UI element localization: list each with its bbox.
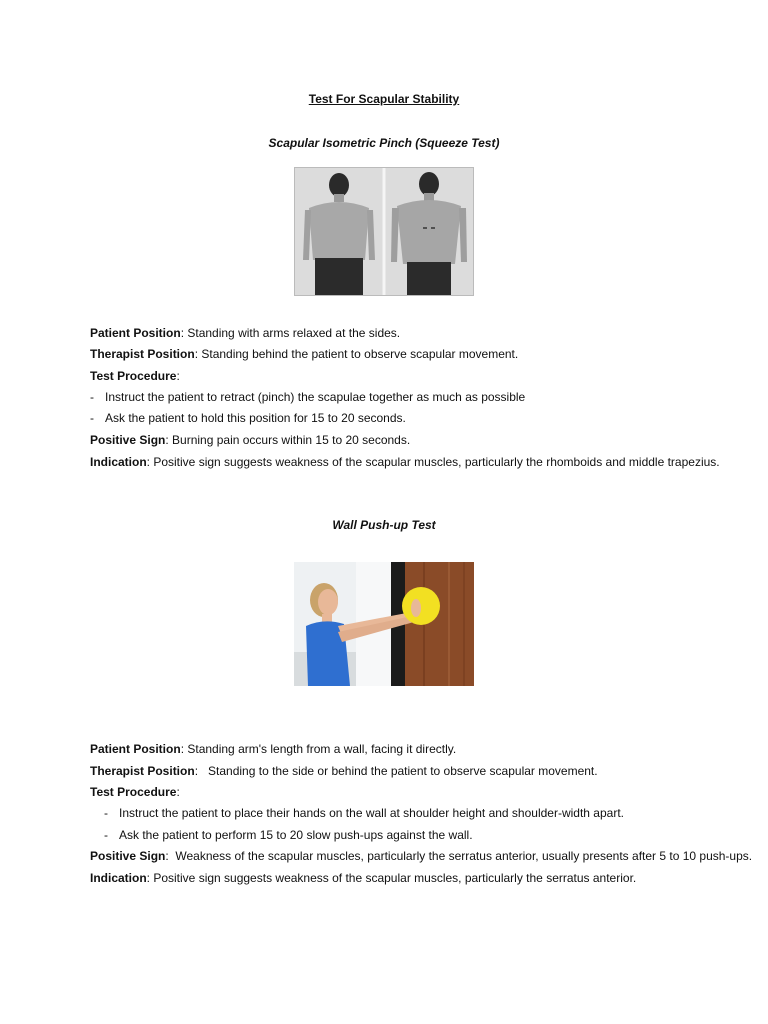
test1-indication (90, 455, 720, 470)
list-item-text: Instruct the patient to place their hands on the wall at shoulder height and shoulder-width apart. (119, 806, 624, 820)
test2-patient-position (90, 742, 456, 757)
indication-text: : Positive sign suggests weakness of the scapular muscles, particularly the rhomboids and middle trapezius. (146, 455, 720, 469)
positive-sign-text: : Burning pain occurs within 15 to 20 seconds. (165, 433, 411, 447)
procedure-colon: : (176, 785, 180, 799)
ball-icon (402, 587, 440, 625)
test2-therapist-position (90, 764, 598, 779)
therapist-position-text: : Standing behind the patient to observe scapular movement. (194, 347, 519, 361)
indication-label: Indication (90, 871, 147, 885)
wall-pushup-photo (294, 562, 474, 686)
therapist-position-label: Therapist Position (90, 764, 195, 778)
list-bullet: - (90, 390, 94, 404)
list-item-text: Instruct the patient to retract (pinch) the scapulae together as much as possible (105, 390, 526, 404)
positive-sign-text: : Weakness of the scapular muscles, particularly the serratus anterior, usually presents after 5 to 10 push-ups. (165, 849, 753, 863)
test1-positive-sign (90, 433, 410, 448)
list-item (104, 828, 473, 843)
positive-sign-label: Positive Sign (90, 433, 166, 447)
test1-patient-position (90, 326, 400, 341)
positive-sign-label: Positive Sign (90, 849, 166, 863)
test1-therapist-position (90, 347, 518, 362)
patient-position-label: Patient Position (90, 742, 181, 756)
patient-position-text: : Standing arm's length from a wall, facing it directly. (180, 742, 457, 756)
document-title: Test For Scapular Stability (308, 92, 460, 106)
test2-indication (90, 871, 636, 886)
section-heading-squeeze-test: Scapular Isometric Pinch (Squeeze Test) (268, 136, 500, 150)
list-item-text: Ask the patient to hold this position for 15 to 20 seconds. (105, 411, 406, 425)
patient-position-label: Patient Position (90, 326, 181, 340)
therapist-position-label: Therapist Position (90, 347, 195, 361)
list-bullet: - (104, 806, 108, 820)
patient-position-text: : Standing with arms relaxed at the sides. (180, 326, 401, 340)
scapular-squeeze-photo (294, 167, 474, 296)
section-heading-wall-pushup: Wall Push-up Test (332, 518, 436, 532)
list-bullet: - (104, 828, 108, 842)
wall-pushup-illustration (294, 562, 474, 686)
therapist-position-text: : Standing to the side or behind the patient to observe scapular movement. (194, 764, 598, 778)
procedure-label: Test Procedure (90, 369, 177, 383)
list-item-text: Ask the patient to perform 15 to 20 slow push-ups against the wall. (119, 828, 473, 842)
list-item (90, 390, 525, 405)
test2-procedure-heading (90, 785, 180, 800)
indication-text: : Positive sign suggests weakness of the scapular muscles, particularly the serratus anterior. (146, 871, 637, 885)
list-bullet: - (90, 411, 94, 425)
procedure-label: Test Procedure (90, 785, 177, 799)
back-view-illustration (295, 168, 473, 295)
test2-positive-sign (90, 849, 752, 864)
list-item (90, 411, 406, 426)
list-item (104, 806, 624, 821)
procedure-colon: : (176, 369, 180, 383)
indication-label: Indication (90, 455, 147, 469)
test1-procedure-heading (90, 369, 180, 384)
